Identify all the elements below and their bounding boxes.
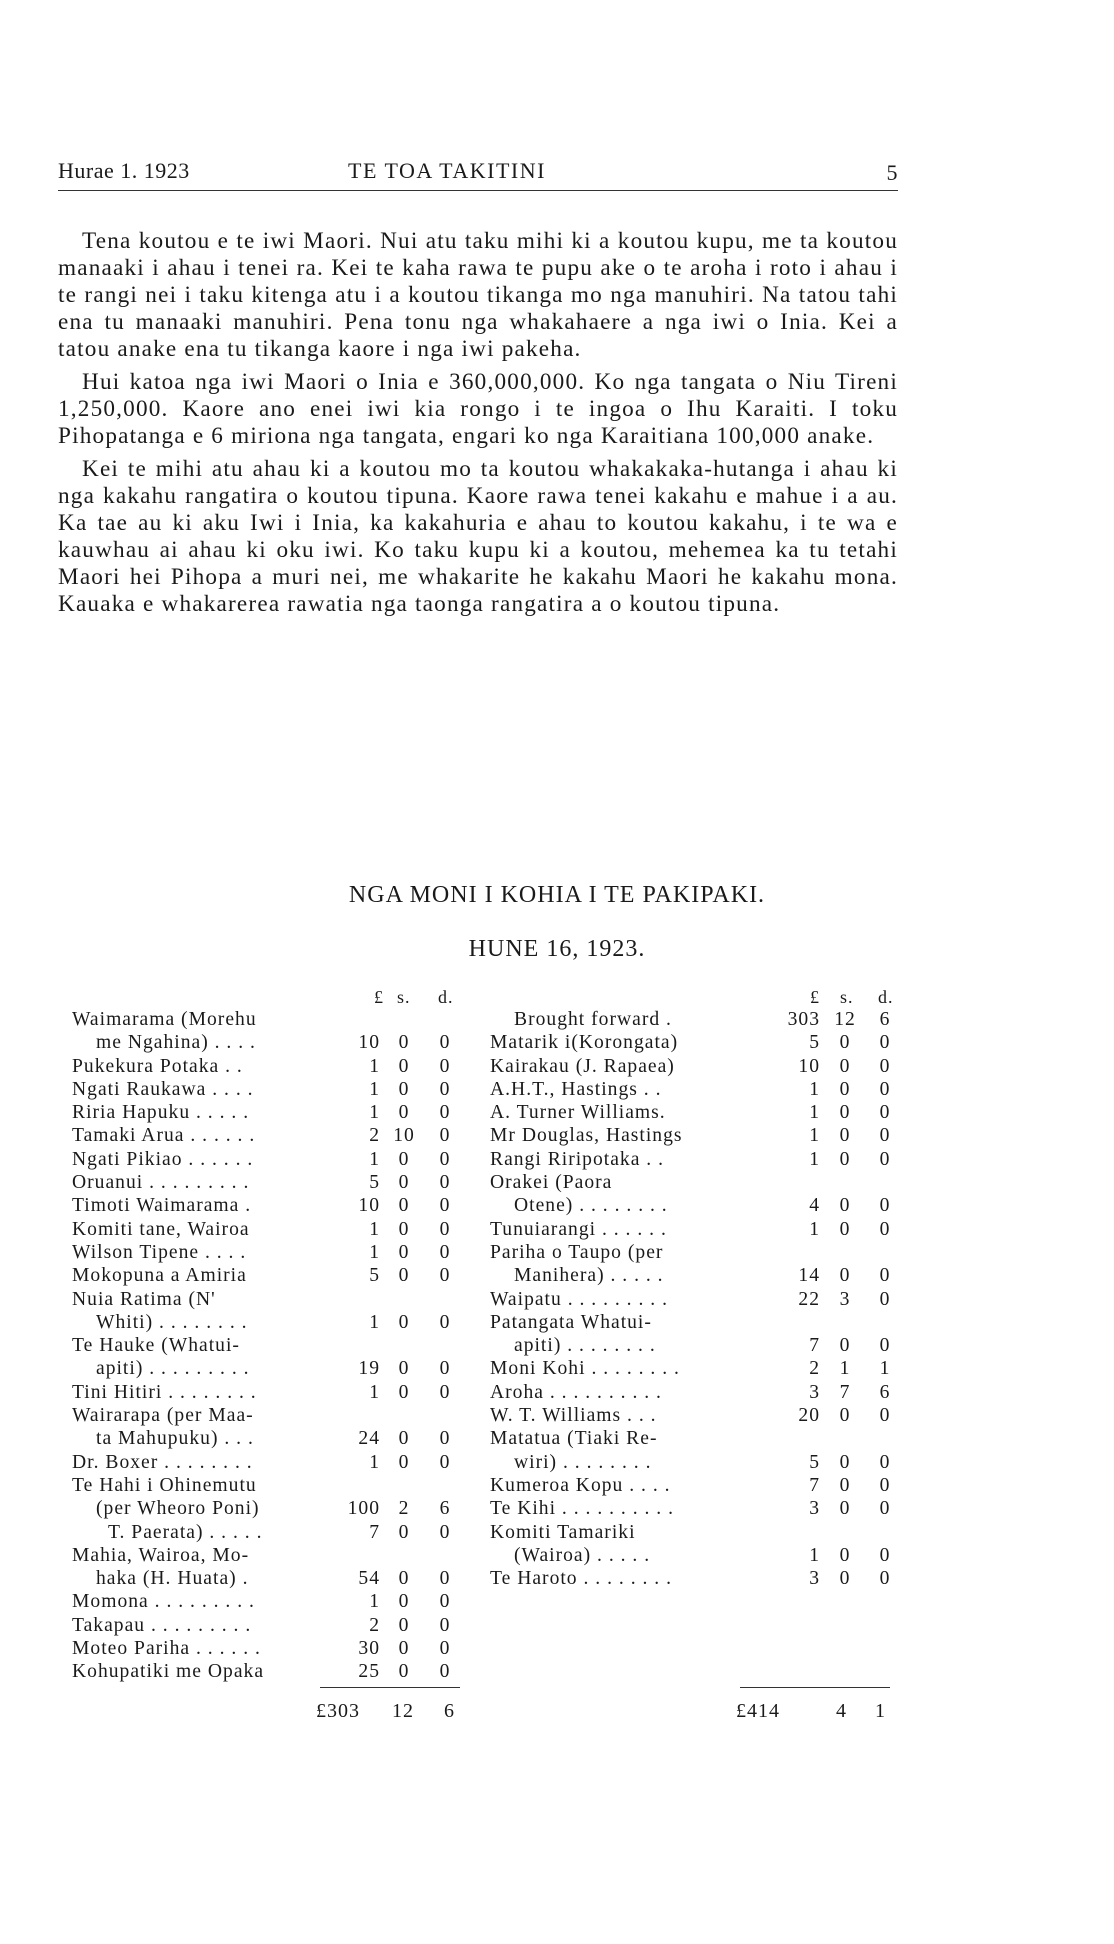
contributor-name: Kumeroa Kopu . . . . [490,1474,671,1496]
contributor-name: Mokopuna a Amiria [72,1265,247,1287]
amount-pounds: 7 [369,1521,380,1543]
amount-shillings: 0 [398,1358,410,1380]
amount-pence: 6 [879,1381,891,1403]
amount-pounds: 1 [809,1544,820,1566]
pence-header: d. [438,987,454,1007]
contributor-name: (Wairoa) . . . . . [514,1544,651,1566]
amount-shillings: 0 [398,1148,410,1170]
amount-shillings: 2 [398,1498,410,1520]
publication-title: TE TOA TAKITINI [348,158,546,183]
amount-shillings: 0 [839,1335,851,1357]
contributor-name: Te Hahi i Ohinemutu [72,1474,257,1496]
amount-pounds: 7 [809,1335,820,1357]
amount-pounds: 1 [369,1148,380,1170]
contribution-row [72,1637,472,1660]
contribution-row [490,1124,890,1147]
contributor-name: Komiti Tamariki [490,1521,636,1543]
amount-pounds: 1 [369,1055,380,1077]
contribution-row [490,1241,890,1264]
contribution-row [72,1427,472,1450]
amount-shillings: 0 [398,1265,410,1287]
amount-pence: 0 [439,1265,451,1287]
amount-shillings: 0 [398,1428,410,1450]
amount-pounds: 10 [358,1195,380,1217]
amount-shillings: 0 [398,1241,410,1263]
amount-shillings: 3 [839,1288,851,1310]
amount-shillings: 0 [398,1055,410,1077]
contributor-name: Mahia, Wairoa, Mo- [72,1544,250,1566]
contributor-name: Te Kihi . . . . . . . . . . [490,1498,674,1520]
contribution-row [72,1101,472,1124]
amount-shillings: 0 [839,1195,851,1217]
contributor-name: Momona . . . . . . . . . [72,1591,255,1613]
page-header [58,158,898,192]
contributor-name: Timoti Waimarama . [72,1195,252,1217]
contribution-row [72,1567,472,1590]
amount-shillings: 0 [398,1078,410,1100]
amount-pounds: 25 [358,1661,380,1683]
amount-pounds: 100 [347,1498,380,1520]
contributor-name: A. Turner Williams. [490,1102,666,1124]
amount-pounds: 14 [798,1265,820,1287]
amount-pence: 0 [879,1335,891,1357]
amount-shillings: 0 [839,1451,851,1473]
contribution-row [490,1567,890,1590]
amount-pence: 0 [439,1032,451,1054]
amount-pence: 0 [879,1078,891,1100]
amount-pounds: 1 [809,1078,820,1100]
amount-pence: 1 [879,1358,891,1380]
contributor-name: ta Mahupuku) . . . [96,1428,254,1450]
contribution-row [490,1008,890,1031]
contribution-row [490,1311,890,1334]
contributor-name: Brought forward . [514,1009,672,1030]
amount-pounds: 3 [809,1381,820,1403]
contributor-name: T. Paerata) . . . . . [108,1521,263,1543]
amount-pounds: 24 [358,1428,380,1450]
amount-pence: 0 [439,1195,451,1217]
amount-pounds: 2 [369,1125,380,1147]
contributor-name: Tamaki Arua . . . . . . [72,1125,256,1147]
amount-pence: 0 [439,1078,451,1100]
amount-pounds: 1 [369,1381,380,1403]
amount-shillings: 0 [398,1172,410,1194]
contribution-row [72,1288,472,1311]
amount-shillings: 0 [398,1451,410,1473]
contribution-row [72,1148,472,1171]
amount-shillings: 0 [398,1032,410,1054]
amount-pence: 0 [879,1102,891,1124]
section-date: HUNE 16, 1923. [468,936,646,962]
amount-shillings: 0 [398,1381,410,1403]
contribution-row [490,1171,890,1194]
contribution-row [490,1055,890,1078]
amount-pounds: 5 [809,1032,820,1054]
contributor-name: Whiti) . . . . . . . . [96,1311,248,1333]
contribution-row [72,1194,472,1217]
paragraph: Hui katoa nga iwi Maori o Inia e 360,000,000. Ko nga tangata o Niu Tireni 1,250,000. Kaore ano enei iwi kia rongo i te ingoa o Ihu Karaiti. I toku Pihopatanga e 6 miriona nga tangata, engari ko nga Karaitiana 100,000 anake. [58,369,898,449]
amount-shillings: 0 [839,1405,851,1427]
amount-pence: 0 [879,1568,891,1590]
contribution-row [490,1404,890,1427]
left-total-pounds: £303 [316,1700,360,1722]
amount-pounds: 10 [798,1055,820,1077]
left-total-shillings: 12 [392,1700,414,1722]
contributor-name: wiri) . . . . . . . . [514,1451,652,1473]
contributor-name: Wilson Tipene . . . . [72,1241,247,1263]
amount-pounds: 4 [809,1195,820,1217]
shillings-header: s. [397,987,411,1007]
contributor-name: Aroha . . . . . . . . . . [490,1381,662,1403]
amount-shillings: 0 [398,1638,410,1660]
contribution-row [72,1311,472,1334]
contribution-row [72,1474,472,1497]
contribution-row [72,1241,472,1264]
contribution-row [490,1497,890,1520]
amount-shillings: 0 [839,1568,851,1590]
contribution-row [490,1451,890,1474]
contributor-name: Moni Kohi . . . . . . . . [490,1358,680,1380]
amount-shillings: 0 [839,1265,851,1287]
contributor-name: me Ngahina) . . . . [96,1032,256,1054]
contribution-row [490,1148,890,1171]
amount-pence: 0 [439,1568,451,1590]
amount-pence: 0 [439,1381,451,1403]
amount-pence: 0 [439,1125,451,1147]
amount-shillings: 10 [393,1125,415,1147]
contribution-row [72,1404,472,1427]
contribution-row [490,1521,890,1544]
left-total-rule [320,1687,460,1688]
amount-pence: 0 [879,1218,891,1240]
amount-pence: 0 [439,1428,451,1450]
page-number: 5 [886,160,898,185]
contributor-name: W. T. Williams . . . [490,1405,657,1427]
amount-pence: 0 [879,1474,891,1496]
amount-shillings: 0 [839,1032,851,1054]
contributor-name: Pukekura Potaka . . [72,1055,243,1077]
amount-pounds: 5 [809,1451,820,1473]
right-total-rule [740,1687,890,1688]
amount-shillings: 0 [398,1661,410,1683]
contributor-name: Kairakau (J. Rapaea) [490,1055,675,1077]
contribution-row [490,1194,890,1217]
amount-pounds: 10 [358,1032,380,1054]
contribution-row [490,1218,890,1241]
amount-shillings: 0 [839,1102,851,1124]
amount-shillings: 0 [398,1311,410,1333]
amount-pounds: 30 [358,1638,380,1660]
contribution-row [72,1614,472,1637]
amount-shillings: 0 [398,1218,410,1240]
contribution-row [72,1451,472,1474]
contributor-name: Riria Hapuku . . . . . [72,1102,250,1124]
amount-pence: 0 [439,1614,451,1636]
pounds-header: £ [374,987,384,1007]
amount-pence: 0 [439,1661,451,1683]
contributor-name: Wairarapa (per Maa- [72,1405,254,1427]
contribution-row [490,1544,890,1567]
contributor-name: Kohupatiki me Opaka [72,1661,265,1683]
contributor-name: Ngati Raukawa . . . . [72,1078,254,1100]
contribution-row [490,1264,890,1287]
contribution-row [72,1357,472,1380]
contribution-row [72,1381,472,1404]
contributions-right-column [490,986,894,1590]
right-total-pounds: £414 [736,1700,780,1722]
contribution-row [490,1101,890,1124]
contributor-name: apiti) . . . . . . . . [514,1335,656,1357]
amount-pence: 0 [439,1055,451,1077]
amount-pence: 0 [439,1638,451,1660]
amount-pence: 0 [439,1451,451,1473]
contributor-name: Mr Douglas, Hastings [490,1125,683,1147]
contributor-name: Matatua (Tiaki Re- [490,1428,658,1450]
amount-shillings: 0 [839,1544,851,1566]
amount-pence: 0 [879,1451,891,1473]
amount-shillings: 0 [839,1218,851,1240]
contributor-name: Waimarama (Morehu [72,1009,257,1030]
currency-header [72,986,472,1008]
left-total-pence: 6 [444,1700,455,1722]
amount-pence: 0 [439,1218,451,1240]
amount-pounds: 1 [369,1311,380,1333]
contributor-name: Komiti tane, Wairoa [72,1218,250,1240]
amount-pence: 0 [879,1125,891,1147]
amount-pounds: 2 [369,1614,380,1636]
contribution-row [72,1521,472,1544]
amount-pounds: 5 [369,1265,380,1287]
amount-pence: 0 [879,1265,891,1287]
amount-pounds: 54 [358,1568,380,1590]
amount-shillings: 0 [839,1078,851,1100]
amount-pence: 0 [439,1591,451,1613]
amount-pence: 0 [439,1148,451,1170]
body-text [58,228,898,624]
amount-shillings: 0 [839,1055,851,1077]
contribution-row [490,1381,890,1404]
amount-pence: 0 [439,1241,451,1263]
amount-shillings: 0 [398,1102,410,1124]
pence-header: d. [878,987,894,1007]
amount-pounds: 5 [369,1172,380,1194]
amount-pounds: 1 [369,1078,380,1100]
contributor-name: Otene) . . . . . . . . [514,1195,668,1217]
contributor-name: Matarik i(Korongata) [490,1032,679,1054]
contributor-name: Waipatu . . . . . . . . . [490,1288,668,1310]
amount-shillings: 0 [398,1568,410,1590]
amount-pounds: 1 [369,1451,380,1473]
contributor-name: Te Haroto . . . . . . . . [490,1568,672,1590]
amount-pence: 0 [439,1172,451,1194]
amount-pence: 6 [439,1498,451,1520]
contribution-row [490,1288,890,1311]
amount-pounds: 7 [809,1474,820,1496]
amount-pounds: 1 [369,1241,380,1263]
contributions-left-column [72,986,472,1684]
contributor-name: Rangi Riripotaka . . [490,1148,665,1170]
contribution-row [490,1474,890,1497]
contribution-row [72,1660,472,1683]
shillings-header: s. [840,987,854,1007]
contributor-name: Moteo Pariha . . . . . . [72,1638,261,1660]
amount-shillings: 1 [839,1358,851,1380]
contributor-name: apiti) . . . . . . . . . [96,1358,250,1380]
amount-pence: 0 [879,1032,891,1054]
amount-pounds: 22 [798,1288,820,1310]
amount-shillings: 0 [398,1614,410,1636]
amount-pence: 0 [879,1544,891,1566]
amount-shillings: 0 [839,1125,851,1147]
contributor-name: (per Wheoro Poni) [96,1498,260,1520]
amount-pence: 0 [439,1102,451,1124]
amount-pounds: 2 [809,1358,820,1380]
right-total-pence: 1 [875,1700,886,1722]
contribution-row [72,1497,472,1520]
amount-pounds: 1 [809,1102,820,1124]
amount-pounds: 1 [369,1591,380,1613]
contribution-row [490,1427,890,1450]
amount-pence: 6 [879,1009,891,1030]
contribution-row [72,1008,472,1031]
amount-pence: 0 [879,1405,891,1427]
section-title: NGA MONI I KOHIA I TE PAKIPAKI. [348,882,766,908]
contribution-row [72,1171,472,1194]
amount-pence: 0 [879,1148,891,1170]
amount-pence: 0 [879,1288,891,1310]
amount-shillings: 0 [839,1148,851,1170]
contributor-name: haka (H. Huata) . [96,1568,249,1590]
amount-shillings: 0 [398,1521,410,1543]
amount-pounds: 1 [369,1102,380,1124]
amount-pounds: 1 [809,1125,820,1147]
contributor-name: Orakei (Paora [490,1172,613,1194]
contributor-name: Oruanui . . . . . . . . . [72,1172,250,1194]
pounds-header: £ [810,987,820,1007]
contribution-row [72,1218,472,1241]
contribution-row [72,1055,472,1078]
contribution-row [490,1078,890,1101]
amount-shillings: 0 [839,1474,851,1496]
amount-pounds: 19 [358,1358,380,1380]
amount-pounds: 303 [787,1009,820,1030]
contribution-row [72,1264,472,1287]
right-total-shillings: 4 [836,1700,847,1722]
issue-date: Hurae 1. 1923 [58,158,190,183]
amount-pounds: 3 [809,1498,820,1520]
amount-shillings: 12 [834,1009,856,1030]
amount-pence: 0 [879,1498,891,1520]
amount-pence: 0 [879,1195,891,1217]
contribution-row [72,1590,472,1613]
contribution-row [490,1357,890,1380]
contribution-row [72,1334,472,1357]
amount-shillings: 7 [839,1381,851,1403]
header-rule [58,190,898,191]
contribution-row [72,1078,472,1101]
paragraph: Tena koutou e te iwi Maori. Nui atu taku mihi ki a koutou kupu, me ta koutou manaaki i ahau i tenei ra. Kei te kaha rawa te pupu ake o te aroha i roto i ahau i te rangi nei i taku kitenga atu i a koutou tikanga mo nga manuhiri. Na tatou tahi ena tu manaaki manuhiri. Pena tonu nga whakahaere a nga iwi o Inia. Kei a tatou anake ena tu tikanga kaore i nga iwi pakeha. [58,228,898,362]
currency-header [490,986,894,1008]
paragraph: Kei te mihi atu ahau ki a koutou mo ta koutou whakakaka-hutanga i ahau ki nga kakahu rangatira o koutou tipuna. Kaore rawa tenei kakahu e mahue i a au. Ka tae au ki aku Iwi i Inia, ka kakahuria e ahau to koutou kakahu, i te wa e kauwhau ai ahau ki oku iwi. Ko taku kupu ki a koutou, mehemea ka tu tetahi Maori hei Pihopa a muri nei, me whakarite he kakahu Maori he kakahu mona. Kauaka e whakarerea rawatia nga taonga rangatira a o koutou tipuna. [58,456,898,617]
contributor-name: Patangata Whatui- [490,1311,652,1333]
contributor-name: Tunuiarangi . . . . . . [490,1218,667,1240]
contributor-name: Takapau . . . . . . . . . [72,1614,252,1636]
amount-pounds: 1 [809,1148,820,1170]
contribution-row [72,1544,472,1567]
contributor-name: Nuia Ratima (N' [72,1288,216,1310]
contributor-name: Dr. Boxer . . . . . . . . [72,1451,253,1473]
amount-shillings: 0 [398,1591,410,1613]
contribution-row [72,1124,472,1147]
amount-pounds: 20 [798,1405,820,1427]
contribution-row [72,1031,472,1054]
amount-pence: 0 [879,1055,891,1077]
contributor-name: Ngati Pikiao . . . . . . [72,1148,254,1170]
amount-pence: 0 [439,1521,451,1543]
amount-shillings: 0 [398,1195,410,1217]
contributor-name: Te Hauke (Whatui- [72,1335,240,1357]
contributor-name: A.H.T., Hastings . . [490,1078,662,1100]
amount-pence: 0 [439,1311,451,1333]
amount-pounds: 1 [809,1218,820,1240]
contributor-name: Tini Hitiri . . . . . . . . [72,1381,257,1403]
contribution-row [490,1031,890,1054]
amount-pounds: 1 [369,1218,380,1240]
contribution-row [490,1334,890,1357]
amount-pence: 0 [439,1358,451,1380]
contributor-name: Manihera) . . . . . [514,1265,664,1287]
amount-shillings: 0 [839,1498,851,1520]
amount-pounds: 3 [809,1568,820,1590]
contributor-name: Pariha o Taupo (per [490,1241,664,1263]
